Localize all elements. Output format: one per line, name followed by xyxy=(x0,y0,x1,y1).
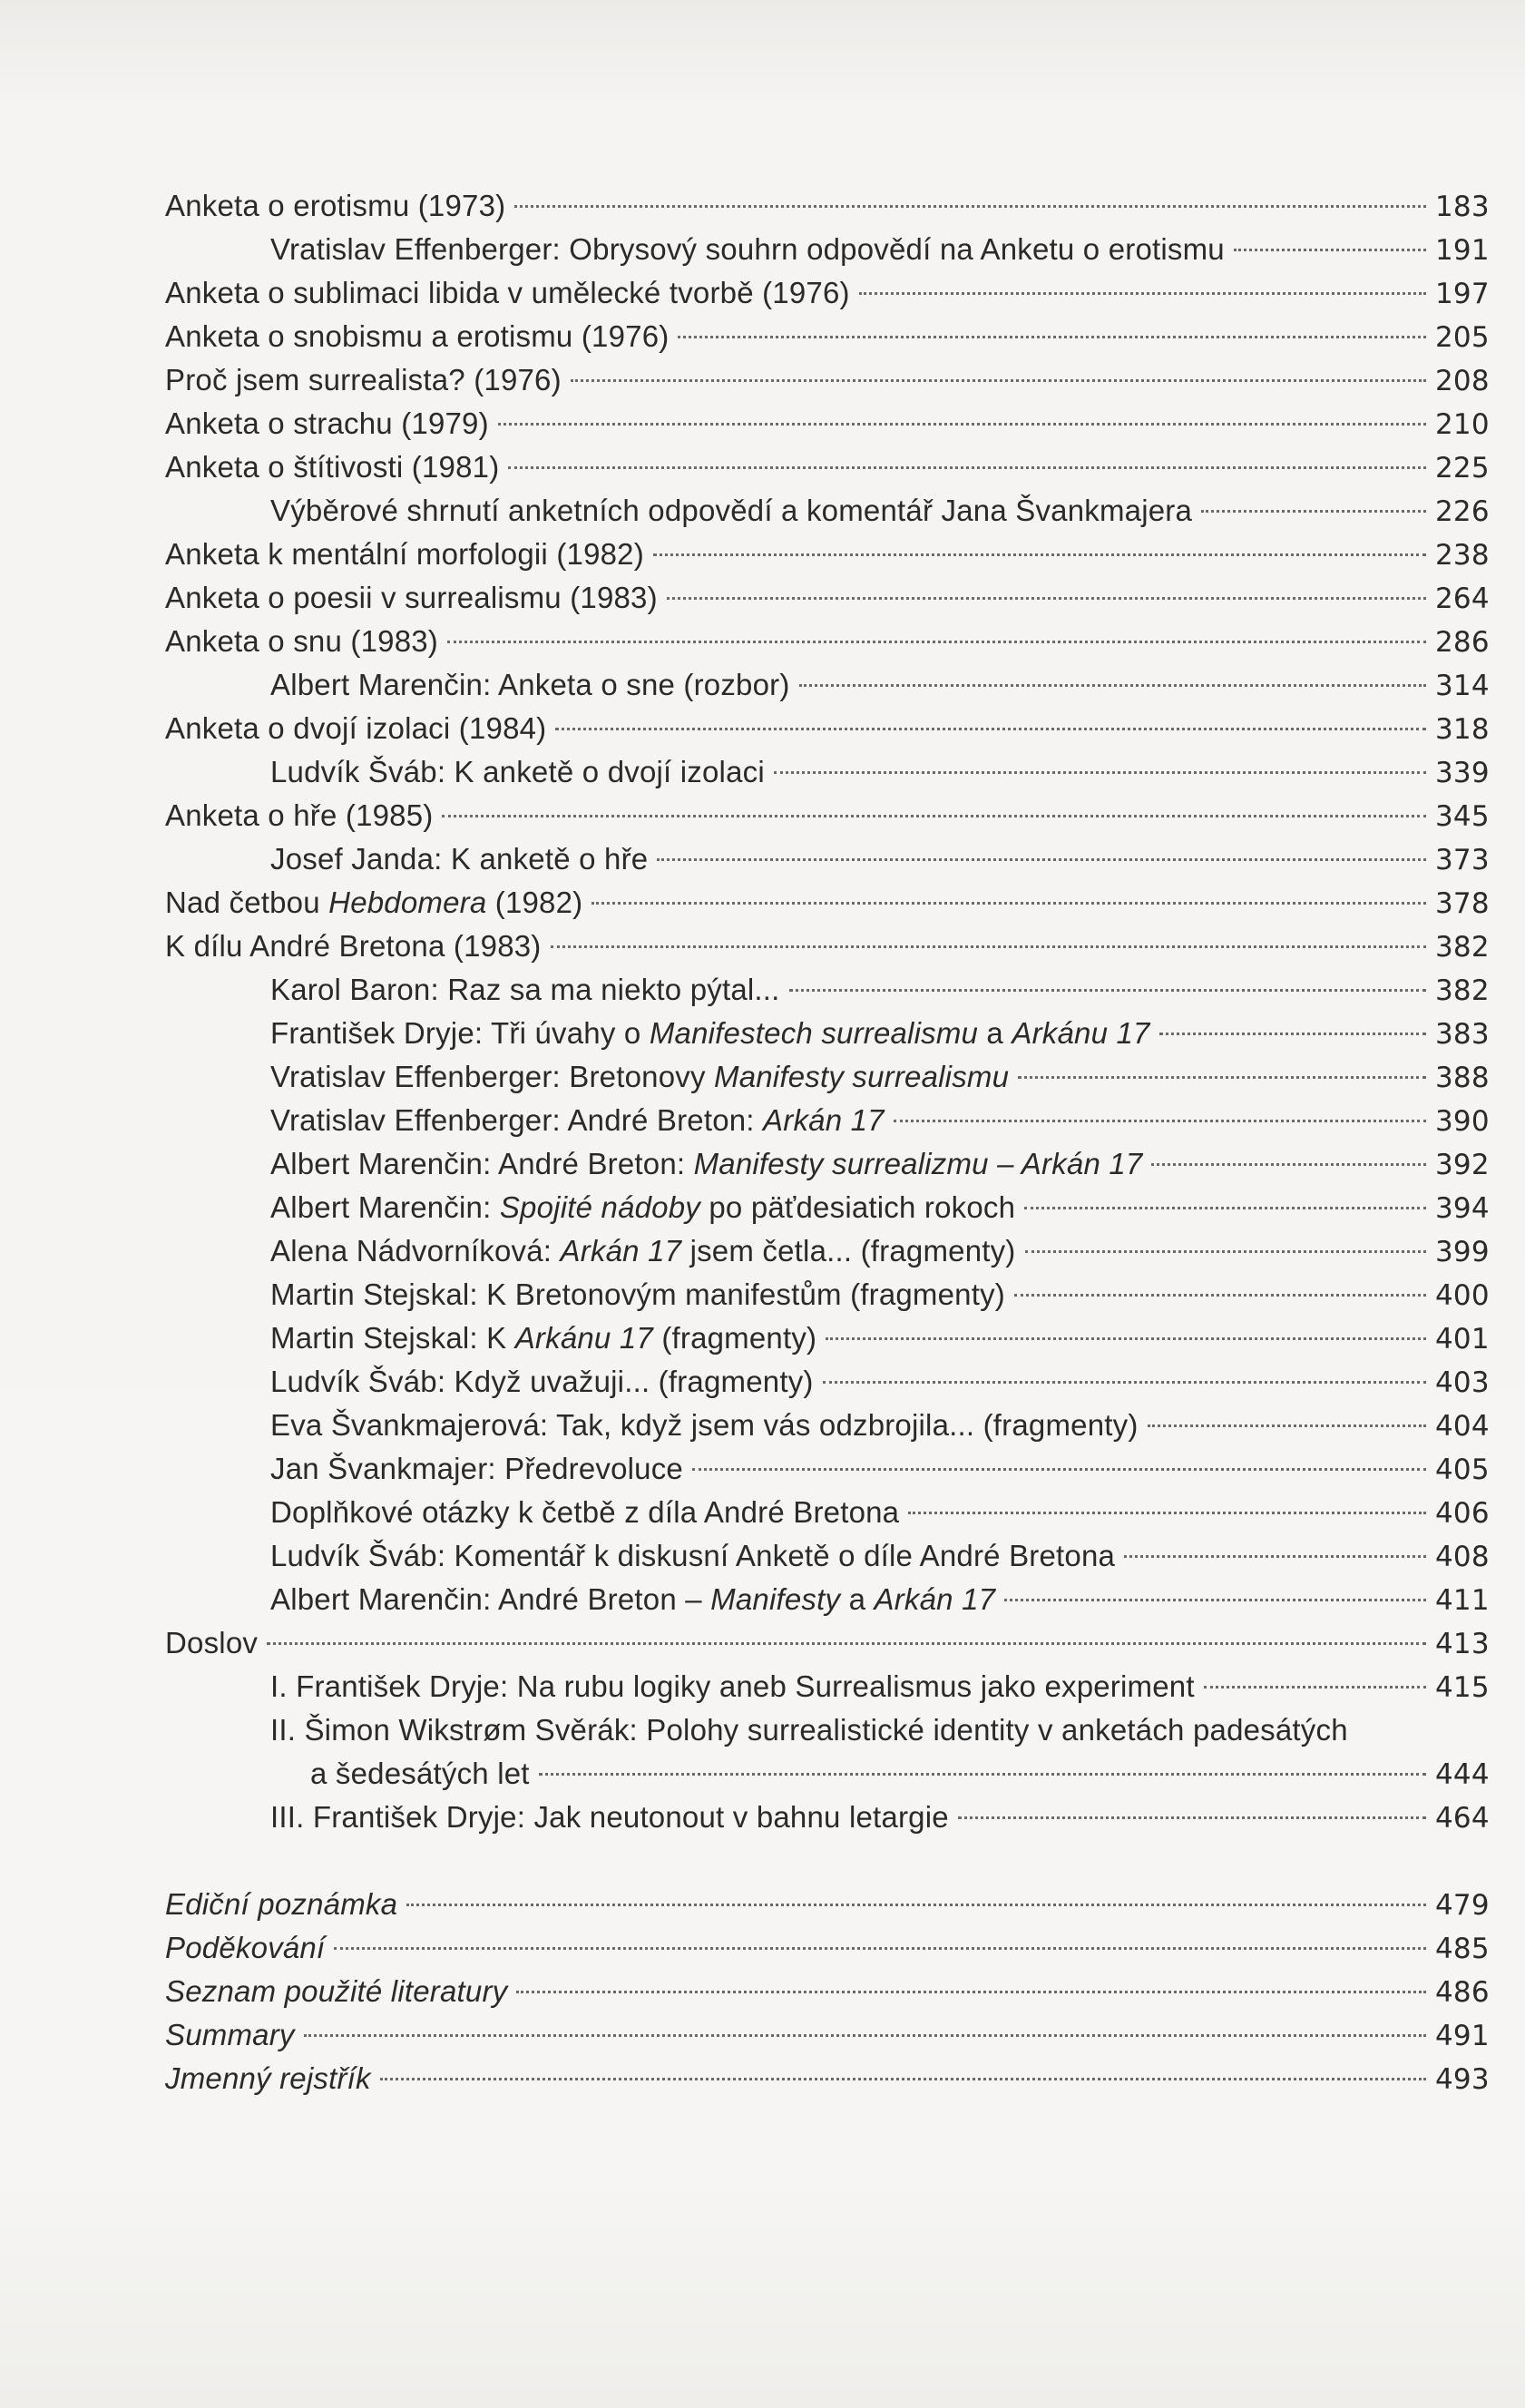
dot-leader xyxy=(958,1816,1426,1819)
toc-entry xyxy=(165,1578,1488,1621)
toc-entry-page: 486 xyxy=(1435,1976,1490,2009)
dot-leader xyxy=(516,1991,1426,1993)
dot-leader xyxy=(1018,1076,1426,1079)
dot-leader xyxy=(826,1337,1426,1340)
toc-entry xyxy=(165,1099,1488,1142)
toc-entry-title: Alena Nádvorníková: Arkán 17 jsem četla... (fragmenty) xyxy=(270,1234,1016,1268)
toc-entry-page: 390 xyxy=(1435,1105,1490,1138)
toc-entry-page: 406 xyxy=(1435,1497,1490,1530)
toc-entry-page: 444 xyxy=(1435,1758,1490,1791)
toc-entry-page: 464 xyxy=(1435,1802,1490,1835)
dot-leader xyxy=(894,1120,1426,1122)
toc-entry xyxy=(165,750,1488,794)
dot-leader xyxy=(657,858,1426,861)
toc-entry-page: 493 xyxy=(1435,2063,1490,2096)
toc-entry-page: 491 xyxy=(1435,2020,1490,2052)
dot-leader xyxy=(678,336,1426,338)
toc-entry xyxy=(165,1621,1488,1665)
toc-entry-title: Ludvík Šváb: Komentář k diskusní Anketě o díle André Bretona xyxy=(270,1539,1116,1572)
dot-leader xyxy=(1159,1033,1426,1035)
toc-entry-page: 197 xyxy=(1435,278,1490,310)
toc-entry-title: Vratislav Effenberger: Bretonovy Manifesty surrealismu xyxy=(270,1060,1010,1093)
toc-entry-page: 345 xyxy=(1435,800,1490,833)
dot-leader xyxy=(1204,1686,1426,1689)
toc-entry-title: Anketa o sublimaci libida v umělecké tvorbě (1976) xyxy=(165,276,850,309)
toc-entry-title: Albert Marenčin: Anketa o sne (rozbor) xyxy=(270,668,790,701)
dot-leader xyxy=(551,945,1427,948)
dot-leader xyxy=(442,815,1426,817)
toc-entry-title: Anketa o snobismu a erotismu (1976) xyxy=(165,319,670,353)
dot-leader xyxy=(380,2078,1426,2080)
dot-leader xyxy=(334,1947,1426,1950)
toc-entry xyxy=(165,1752,1488,1796)
toc-entry-page: 415 xyxy=(1435,1671,1490,1704)
dot-leader xyxy=(1025,1250,1427,1253)
toc-entry-title: Anketa o snu (1983) xyxy=(165,624,438,658)
dot-leader xyxy=(571,379,1426,382)
toc-entry xyxy=(165,1317,1488,1360)
toc-entry xyxy=(165,1229,1488,1273)
toc-entry-page: 388 xyxy=(1435,1062,1490,1094)
toc-entry-title: Anketa o erotismu (1973) xyxy=(165,189,506,222)
toc-entry-title: Anketa o poesii v surrealismu (1983) xyxy=(165,581,658,614)
toc-entry-title: Summary xyxy=(165,2018,295,2051)
toc-entry-page: 405 xyxy=(1435,1454,1490,1486)
toc-entry-page: 225 xyxy=(1435,452,1490,485)
toc-entry-title: Nad četbou Hebdomera (1982) xyxy=(165,886,583,919)
toc-entry-title: II. Šimon Wikstrøm Svěrák: Polohy surrealistické identity v anketách padesátých xyxy=(270,1713,1348,1747)
dot-leader xyxy=(514,205,1426,208)
toc-entry-page: 408 xyxy=(1435,1541,1490,1573)
dot-leader xyxy=(1124,1555,1426,1558)
toc-entry-page: 382 xyxy=(1435,974,1490,1007)
toc-entry-title: Albert Marenčin: Spojité nádoby po päťdesiatich rokoch xyxy=(270,1190,1016,1224)
toc-entry-page: 404 xyxy=(1435,1410,1490,1443)
toc-entry-title: Anketa o strachu (1979) xyxy=(165,406,489,440)
section-gap xyxy=(165,1839,1488,1883)
toc-entry-page: 191 xyxy=(1435,234,1490,267)
toc-entry-title: Ludvík Šváb: Když uvažuji... (fragmenty) xyxy=(270,1365,814,1398)
toc-entry-page: 400 xyxy=(1435,1279,1490,1312)
toc-entry-title: Vratislav Effenberger: André Breton: Arkán 17 xyxy=(270,1103,885,1137)
toc-entry xyxy=(165,1360,1488,1404)
toc-entry xyxy=(165,1273,1488,1317)
toc-entry xyxy=(165,968,1488,1012)
dot-leader xyxy=(859,292,1426,295)
toc-entry-title: Martin Stejskal: K Bretonovým manifestům (fragmenty) xyxy=(270,1277,1005,1311)
toc-entry-page: 226 xyxy=(1435,495,1490,528)
dot-leader xyxy=(823,1381,1426,1384)
dot-leader xyxy=(539,1773,1426,1776)
toc-entry xyxy=(165,1926,1488,1970)
toc-entry-title: Ludvík Šváb: K anketě o dvojí izolaci xyxy=(270,755,765,788)
dot-leader xyxy=(447,641,1426,643)
dot-leader xyxy=(304,2034,1426,2037)
toc-entry-page: 479 xyxy=(1435,1889,1490,1922)
toc-entry xyxy=(165,315,1488,358)
toc-entry-page: 413 xyxy=(1435,1628,1490,1660)
toc-entry-page: 373 xyxy=(1435,844,1490,876)
dot-leader xyxy=(692,1468,1426,1471)
toc-entry xyxy=(165,445,1488,489)
dot-leader xyxy=(1151,1163,1426,1166)
toc-entry-title: Albert Marenčin: André Breton: Manifesty surrealizmu – Arkán 17 xyxy=(270,1147,1143,1180)
toc-entry-title: Doplňkové otázky k četbě z díla André Bretona xyxy=(270,1495,900,1529)
toc-entry-title: Anketa k mentální morfologii (1982) xyxy=(165,537,644,571)
toc-entry-page: 394 xyxy=(1435,1192,1490,1225)
dot-leader xyxy=(1201,510,1426,513)
toc-entry-title: Anketa o štítivosti (1981) xyxy=(165,450,500,484)
toc-entry xyxy=(165,2057,1488,2100)
dot-leader xyxy=(774,771,1426,774)
toc-entry-title: Výběrové shrnutí anketních odpovědí a komentář Jana Švankmajera xyxy=(270,494,1193,527)
toc-entry-page: 183 xyxy=(1435,191,1490,223)
dot-leader xyxy=(1148,1424,1426,1427)
toc-entry xyxy=(165,184,1488,228)
toc-entry xyxy=(165,1142,1488,1186)
table-of-contents xyxy=(165,184,1488,2100)
dot-leader xyxy=(1014,1294,1426,1297)
toc-entry-title: Albert Marenčin: André Breton – Manifesty a Arkán 17 xyxy=(270,1582,996,1616)
toc-entry xyxy=(165,794,1488,837)
toc-entry-page: 238 xyxy=(1435,539,1490,572)
toc-entry-page: 401 xyxy=(1435,1323,1490,1356)
dot-leader xyxy=(498,423,1426,426)
dot-leader xyxy=(789,989,1426,992)
toc-entry xyxy=(165,837,1488,881)
toc-entry xyxy=(165,707,1488,750)
toc-entry xyxy=(165,358,1488,402)
toc-entry-title: Josef Janda: K anketě o hře xyxy=(270,842,649,876)
dot-leader xyxy=(908,1512,1426,1514)
toc-entry-title: Seznam použité literatury xyxy=(165,1974,508,2008)
toc-entry-title: Jmenný rejstřík xyxy=(165,2061,371,2095)
dot-leader xyxy=(1024,1207,1426,1209)
toc-entry-page: 383 xyxy=(1435,1018,1490,1051)
toc-entry-title: František Dryje: Tři úvahy o Manifestech surrealismu a Arkánu 17 xyxy=(270,1016,1150,1050)
toc-entry-title: Karol Baron: Raz sa ma niekto pýtal... xyxy=(270,973,780,1006)
toc-entry-page: 382 xyxy=(1435,931,1490,964)
toc-entry-title: Anketa o hře (1985) xyxy=(165,798,434,832)
toc-entry-page: 392 xyxy=(1435,1149,1490,1181)
dot-leader xyxy=(799,684,1426,687)
toc-entry-title: Poděkování xyxy=(165,1931,326,1964)
toc-entry xyxy=(165,1447,1488,1491)
toc-entry xyxy=(165,1796,1488,1839)
dot-leader xyxy=(591,902,1426,905)
toc-entry xyxy=(165,1012,1488,1055)
toc-entry-page: 286 xyxy=(1435,626,1490,659)
toc-entry-title: Vratislav Effenberger: Obrysový souhrn odpovědí na Anketu o erotismu xyxy=(270,232,1225,266)
toc-entry-title: K dílu André Bretona (1983) xyxy=(165,929,542,963)
toc-entry-page: 411 xyxy=(1435,1584,1490,1617)
toc-entry xyxy=(165,489,1488,533)
toc-entry xyxy=(165,881,1488,925)
toc-entry-title: I. František Dryje: Na rubu logiky aneb Surrealismus jako experiment xyxy=(270,1669,1195,1703)
toc-entry-page: 378 xyxy=(1435,887,1490,920)
toc-entry xyxy=(165,228,1488,271)
toc-entry-page: 403 xyxy=(1435,1366,1490,1399)
toc-entry-page: 339 xyxy=(1435,757,1490,789)
toc-entry xyxy=(165,1665,1488,1708)
toc-entry xyxy=(165,925,1488,968)
toc-entry xyxy=(165,576,1488,620)
dot-leader xyxy=(667,597,1426,600)
toc-entry-title: Eva Švankmajerová: Tak, když jsem vás odzbrojila... (fragmenty) xyxy=(270,1408,1139,1442)
toc-entry xyxy=(165,1491,1488,1534)
toc-entry-title: Proč jsem surrealista? (1976) xyxy=(165,363,562,396)
toc-entry xyxy=(165,1708,1488,1752)
toc-entry-title: Jan Švankmajer: Předrevoluce xyxy=(270,1452,683,1485)
toc-entry-page: 210 xyxy=(1435,408,1490,441)
toc-entry-title: Anketa o dvojí izolaci (1984) xyxy=(165,711,547,745)
dot-leader xyxy=(267,1642,1426,1645)
dot-leader xyxy=(508,466,1426,469)
toc-entry xyxy=(165,1404,1488,1447)
toc-entry xyxy=(165,1534,1488,1578)
toc-entry-page: 208 xyxy=(1435,365,1490,397)
toc-entry xyxy=(165,271,1488,315)
toc-entry-page: 318 xyxy=(1435,713,1490,746)
toc-entry-page: 205 xyxy=(1435,321,1490,354)
dot-leader xyxy=(406,1904,1426,1906)
toc-entry xyxy=(165,1186,1488,1229)
toc-entry xyxy=(165,620,1488,663)
toc-entry xyxy=(165,402,1488,445)
toc-entry-page: 399 xyxy=(1435,1236,1490,1268)
toc-entry xyxy=(165,1055,1488,1099)
toc-entry-page: 314 xyxy=(1435,670,1490,702)
toc-entry xyxy=(165,2013,1488,2057)
toc-entry-title: a šedesátých let xyxy=(310,1757,530,1790)
toc-entry-title: Ediční poznámka xyxy=(165,1887,398,1921)
toc-entry-title: III. František Dryje: Jak neutonout v bahnu letargie xyxy=(270,1800,949,1834)
toc-entry xyxy=(165,663,1488,707)
toc-entry xyxy=(165,1883,1488,1926)
dot-leader xyxy=(555,728,1426,730)
dot-leader xyxy=(1004,1599,1426,1601)
dot-leader xyxy=(1234,249,1426,251)
toc-entry-page: 485 xyxy=(1435,1933,1490,1965)
toc-entry xyxy=(165,1970,1488,2013)
toc-entry xyxy=(165,533,1488,576)
toc-entry-page: 264 xyxy=(1435,582,1490,615)
toc-entry-title: Martin Stejskal: K Arkánu 17 (fragmenty) xyxy=(270,1321,817,1355)
dot-leader xyxy=(653,553,1426,556)
toc-entry-title: Doslov xyxy=(165,1626,259,1659)
